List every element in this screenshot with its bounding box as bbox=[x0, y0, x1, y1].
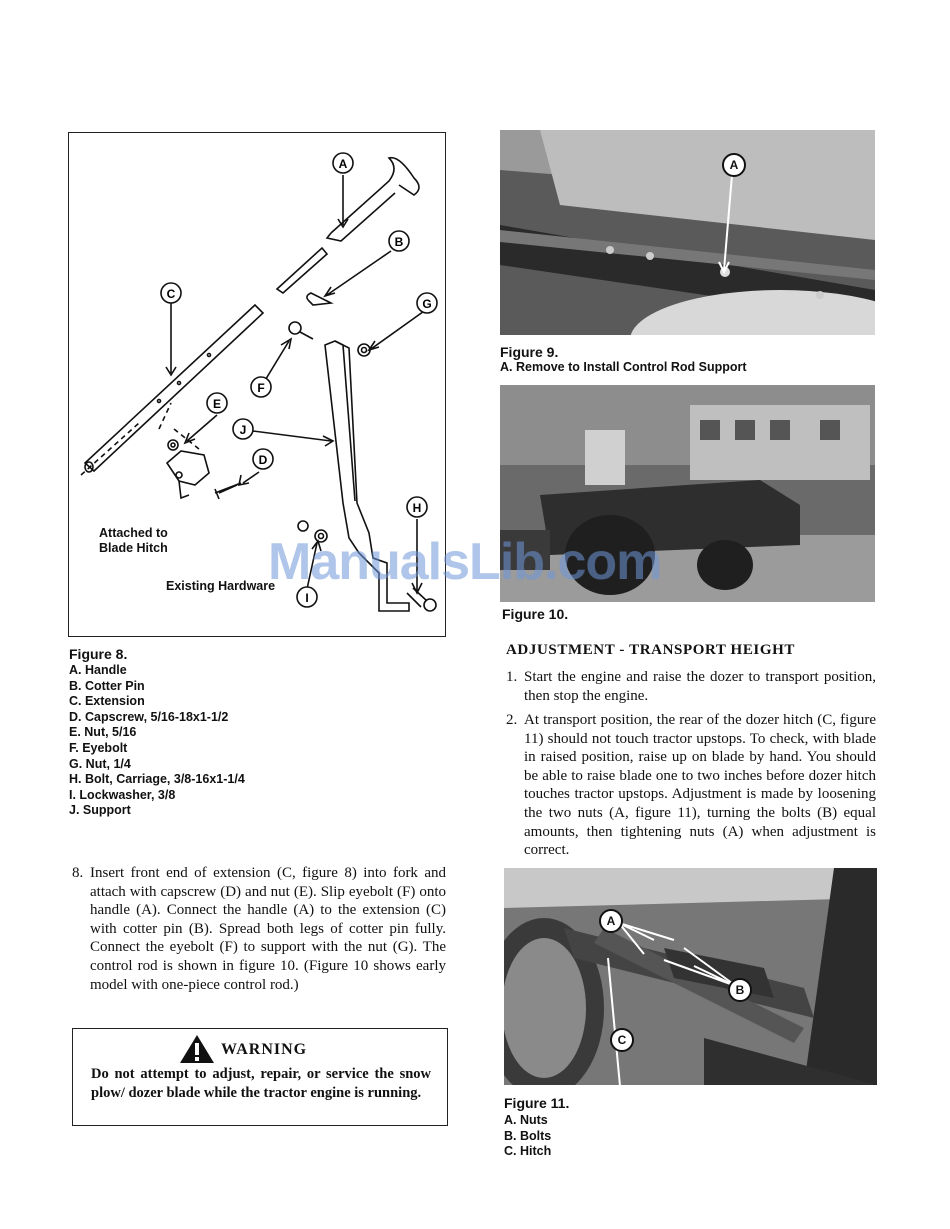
figure-9-title: Figure 9. bbox=[500, 344, 559, 360]
legend-item: F. Eyebolt bbox=[69, 740, 128, 755]
warning-title: WARNING bbox=[221, 1041, 308, 1058]
callout-e bbox=[207, 393, 227, 413]
figure-10-title: Figure 10. bbox=[502, 606, 569, 622]
callout-g bbox=[417, 293, 437, 313]
callout-f bbox=[251, 377, 271, 397]
svg-text:D: D bbox=[258, 453, 268, 467]
figure-9-caption: A. Remove to Install Control Rod Support bbox=[500, 360, 747, 374]
callout-h bbox=[407, 497, 427, 517]
svg-text:H: H bbox=[412, 501, 422, 515]
callout-a: A bbox=[722, 153, 746, 177]
note-attached-to-blade-hitch: Attached to Blade Hitch bbox=[99, 526, 168, 555]
figure-9-photo bbox=[500, 130, 875, 335]
step-number: 8. bbox=[72, 865, 84, 881]
warning-triangle-icon bbox=[178, 1033, 216, 1065]
svg-text:C: C bbox=[166, 287, 176, 301]
callout-j bbox=[233, 419, 253, 439]
svg-text:E: E bbox=[212, 397, 222, 411]
callout-b: B bbox=[728, 978, 752, 1002]
warning-text: Do not attempt to adjust, repair, or service the snow plow/ dozer blade while the tractor engine is running. bbox=[91, 1066, 431, 1101]
legend-item: D. Capscrew, 5/16-18x1-1/2 bbox=[69, 709, 229, 724]
svg-text:B: B bbox=[394, 235, 404, 249]
legend-item: A. Nuts bbox=[504, 1113, 548, 1127]
step-number: 2. bbox=[506, 712, 518, 728]
callout-c: C bbox=[610, 1028, 634, 1052]
svg-text:F: F bbox=[257, 381, 265, 395]
legend-item: E. Nut, 5/16 bbox=[69, 725, 137, 740]
step-number: 1. bbox=[506, 669, 518, 685]
svg-text:I: I bbox=[305, 591, 309, 605]
legend-item: B. Cotter Pin bbox=[69, 678, 145, 693]
callout-a: A bbox=[599, 909, 623, 933]
step-text: Insert front end of extension (C, figure 8) into fork and attach with capscrew (D) and nut (E). Slip eyebolt (F) onto handle (A). Connect the handle (A) to the extension (C) with cotter pin (B). Spread both legs of cotter pin fully. Connect the eyebolt (F) to support with the nut (G). The control rod is shown in figure 10. (Figure 10 shows early model with one-piece control rod.) bbox=[90, 865, 446, 993]
legend-item: A. Handle bbox=[69, 663, 127, 677]
figure-8-title: Figure 8. bbox=[69, 646, 128, 662]
step-text: Start the engine and raise the dozer to transport position, then stop the engine. bbox=[524, 669, 876, 704]
legend-item: C. Extension bbox=[69, 694, 145, 709]
figure-8-legend bbox=[69, 663, 245, 819]
legend-item: J. Support bbox=[69, 803, 131, 818]
svg-text:J: J bbox=[239, 423, 247, 437]
svg-text:G: G bbox=[422, 297, 432, 311]
legend-item: C. Hitch bbox=[504, 1144, 552, 1159]
legend-item: B. Bolts bbox=[504, 1128, 552, 1143]
section-heading: ADJUSTMENT - TRANSPORT HEIGHT bbox=[506, 642, 796, 658]
figure-11-photo bbox=[504, 868, 877, 1085]
legend-item: H. Bolt, Carriage, 3/8-16x1-1/4 bbox=[69, 772, 245, 787]
callout-b bbox=[389, 231, 409, 251]
callout-d bbox=[253, 449, 273, 469]
legend-item: G. Nut, 1/4 bbox=[69, 756, 131, 771]
warning-box bbox=[72, 1028, 448, 1126]
watermark: ManualsLib.com bbox=[268, 533, 662, 591]
step-text: At transport position, the rear of the dozer hitch (C, figure 11) should not touch tractor upstops. To check, with blade in raised position, raise up on blade by hand. You should be able to raise blade one to two inches before dozer hitch touches tractor upstops. Adjustment is made by loosening the two nuts (A, figure 11), turning the bolts (B) equal amounts, then tightening nuts (A) when adjustment is correct. bbox=[524, 712, 876, 859]
callout-a bbox=[333, 153, 353, 173]
figure-11-title: Figure 11. bbox=[504, 1095, 570, 1111]
svg-text:A: A bbox=[338, 157, 348, 171]
legend-item: I. Lockwasher, 3/8 bbox=[69, 787, 176, 802]
callout-c bbox=[161, 283, 181, 303]
note-existing-hardware: Existing Hardware bbox=[166, 579, 276, 593]
figure-11-legend bbox=[504, 1113, 551, 1160]
